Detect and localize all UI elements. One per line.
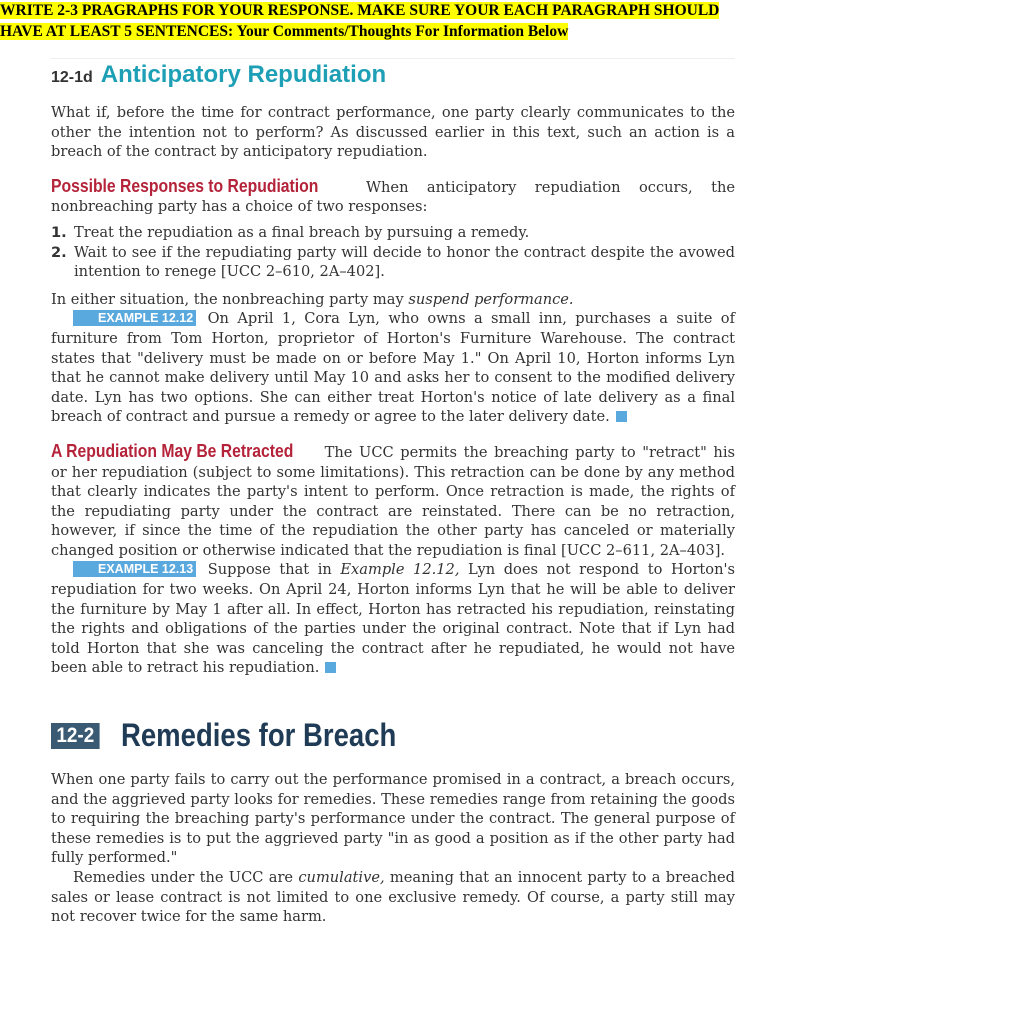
remedies-post: meaning that an innocent party to a breached sales or lease contract is not limited to one exclusive remedy. Of course, a party still may not recover twice for the same harm. <box>51 869 735 926</box>
remedies-paragraph-2 <box>51 868 735 927</box>
intro-paragraph: What if, before the time for contract performance, one party clearly communicates to the other the intention not to perform? As discussed earlier in this text, such an action is a breach of the contract by anticipatory repudiation. <box>51 104 735 161</box>
list-item-number: 2. <box>51 243 67 261</box>
instruction-banner <box>0 0 719 42</box>
responses-text: When anticipatory repudiation occurs, the nonbreaching party has a choice of two responses: <box>51 178 736 216</box>
section-number: 12-1d <box>51 69 93 86</box>
remedies-pre: Remedies under the UCC are <box>73 869 294 886</box>
responses-list <box>51 223 735 282</box>
responses-heading: Possible Responses to Repudiation <box>51 174 319 196</box>
retraction-paragraph <box>51 441 735 561</box>
remedies-heading <box>51 710 735 762</box>
example-reference: Example 12.12, <box>340 561 460 579</box>
list-item-text: Wait to see if the repudiating party will decide to honor the contract despite the avowed intention to renege [UCC 2–610, 2A–402]. <box>74 243 735 281</box>
textbook-page <box>51 58 735 927</box>
section-title: Anticipatory Repudiation <box>100 61 387 88</box>
banner-line-1: WRITE 2-3 PRAGRAPHS FOR YOUR RESPONSE. MAKE SURE YOUR EACH PARAGRAPH SHOULD <box>0 2 720 19</box>
remedies-number: 12-2 <box>51 723 100 749</box>
suspend-emphasis: suspend performance. <box>408 290 574 308</box>
retraction-heading: A Repudiation May Be Retracted <box>51 439 294 461</box>
remedies-title: Remedies for Breach <box>121 717 397 754</box>
list-item-text: Treat the repudiation as a final breach by pursuing a remedy. <box>74 223 530 241</box>
section-heading <box>51 61 735 95</box>
remedies-paragraph-1: When one party fails to carry out the performance promised in a contract, a breach occurs, and the aggrieved party looks for remedies. These remedies range from retaining the goods to requiring the breaching party's performance under the contract. The general purpose of these remedies is to put the aggrieved party "in as good a position as if the other party had fully performed." <box>51 771 735 867</box>
banner-line-2: HAVE AT LEAST 5 SENTENCES: Your Comments/Thoughts For Information Below <box>0 23 569 40</box>
example-text: Lyn does not respond to Horton's repudiation for two weeks. On April 24, Horton informs Lyn that he will be able to deliver the furniture by May 1 after all. In effect, Horton has retracted his repudiation, reinstating the rights and obligations of the parties under the original contract. Note that if Lyn had told Horton that she was canceling the contract after he repudiated, he would not have been able to retract his repudiation. <box>51 561 735 677</box>
list-item <box>51 223 735 243</box>
list-item <box>51 243 735 282</box>
suspend-text: In either situation, the nonbreaching party may <box>51 290 404 308</box>
example-12-12 <box>51 309 735 427</box>
remedies-emphasis: cumulative, <box>298 869 385 886</box>
list-item-number: 1. <box>51 223 67 241</box>
retraction-text: The UCC permits the breaching party to "retract" his or her repudiation (subject to some limitations). This retraction can be done by any method that clearly indicates the party's intent to perform. Once retraction is made, the rights of the repudiating party under the contract are reinstated. There can be no retraction, however, if since the time of the repudiation the other party has canceled or materially changed position or otherwise indicated that the repudiation is final [UCC 2–611, 2A–403]. <box>51 443 735 559</box>
suspend-paragraph <box>51 290 735 310</box>
example-badge: EXAMPLE 12.13 <box>73 561 196 577</box>
end-square-icon <box>325 662 336 673</box>
example-12-13 <box>51 560 735 678</box>
responses-paragraph <box>51 176 735 217</box>
example-text: On April 1, Cora Lyn, who owns a small inn, purchases a suite of furniture from Tom Horton, proprietor of Horton's Furniture Warehouse. The contract states that "delivery must be made on or before May 1." On April 10, Horton informs Lyn that he cannot make delivery until May 10 and asks her to consent to the modified delivery date. Lyn has two options. She can either treat Horton's notice of late delivery as a final breach of contract and pursue a remedy or agree to the later delivery date. <box>51 310 735 426</box>
example-pre: Suppose that in <box>207 561 332 579</box>
end-square-icon <box>616 411 627 422</box>
example-badge: EXAMPLE 12.12 <box>73 310 196 326</box>
